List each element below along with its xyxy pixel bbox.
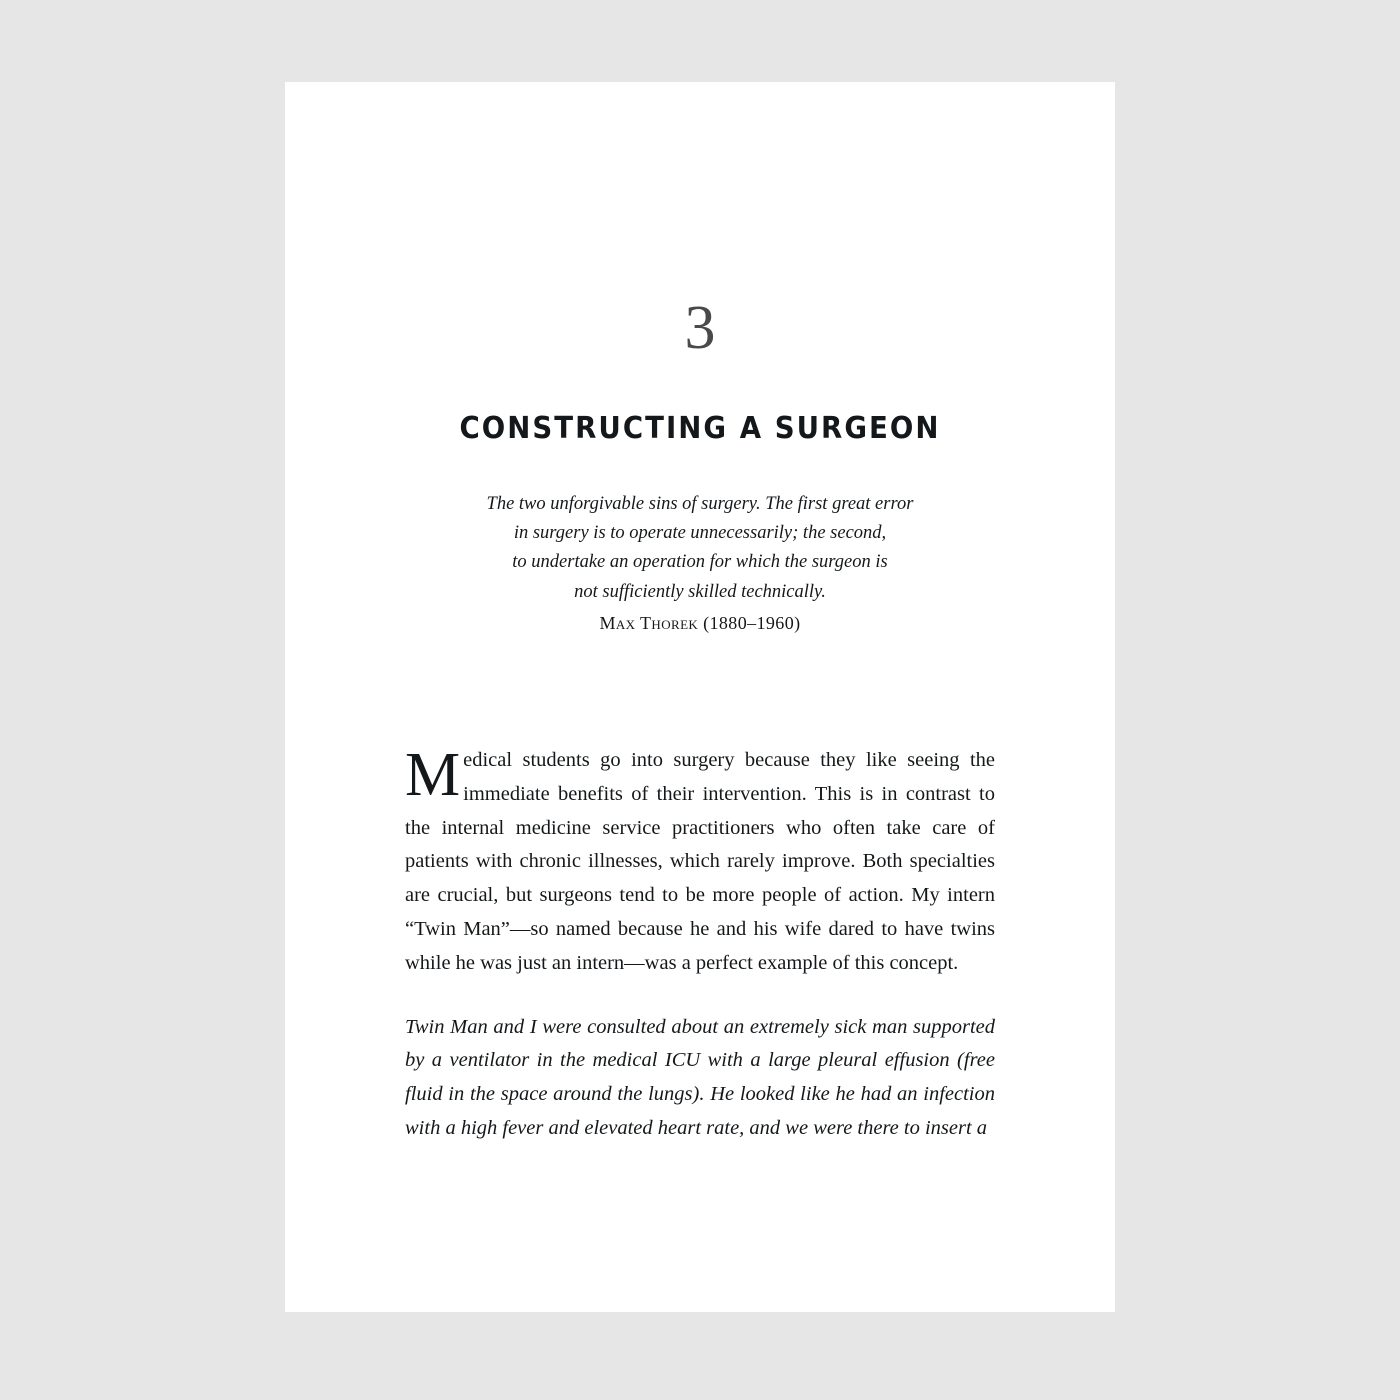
chapter-number: 3 [684,294,716,362]
paragraph-1-text: edical students go into surgery because they like seeing the immediate benefits of their intervention. This is in contrast to the internal medicine service practitioners who often take care of patients with chronic illnesses, which rarely improve. Both specialties are crucial, but surgeons tend to be more people of action. My intern “Twin Man”—so named because he and his wife dared to have twins while he was just an intern—was a perfect example of this concept. [405,748,995,974]
epigraph-line-3: to undertake an operation for which the surgeon is [512,552,888,573]
paragraph-1 [405,740,995,981]
epigraph-quote [405,490,995,607]
epigraph-attribution: Max Thorek (1880–1960) [599,612,801,633]
body-text-block [405,740,995,1146]
paragraph-2: Twin Man and I were consulted about an extremely sick man supported by a ventilator in the medical ICU with a large pleural effusion (free fluid in the space around the lungs). He looked like he had an infection with a high fever and elevated heart rate, and we were there to insert a [405,1015,995,1139]
epigraph-line-2: in surgery is to operate unnecessarily; the second, [513,523,887,544]
epigraph-line-4: not sufficiently skilled technically. [574,581,826,602]
drop-cap: M [405,740,461,809]
book-page [285,82,1115,1312]
epigraph-line-1: The two unforgivable sins of surgery. The first great error [486,494,914,514]
chapter-title: CONSTRUCTING A SURGEON [459,411,941,446]
